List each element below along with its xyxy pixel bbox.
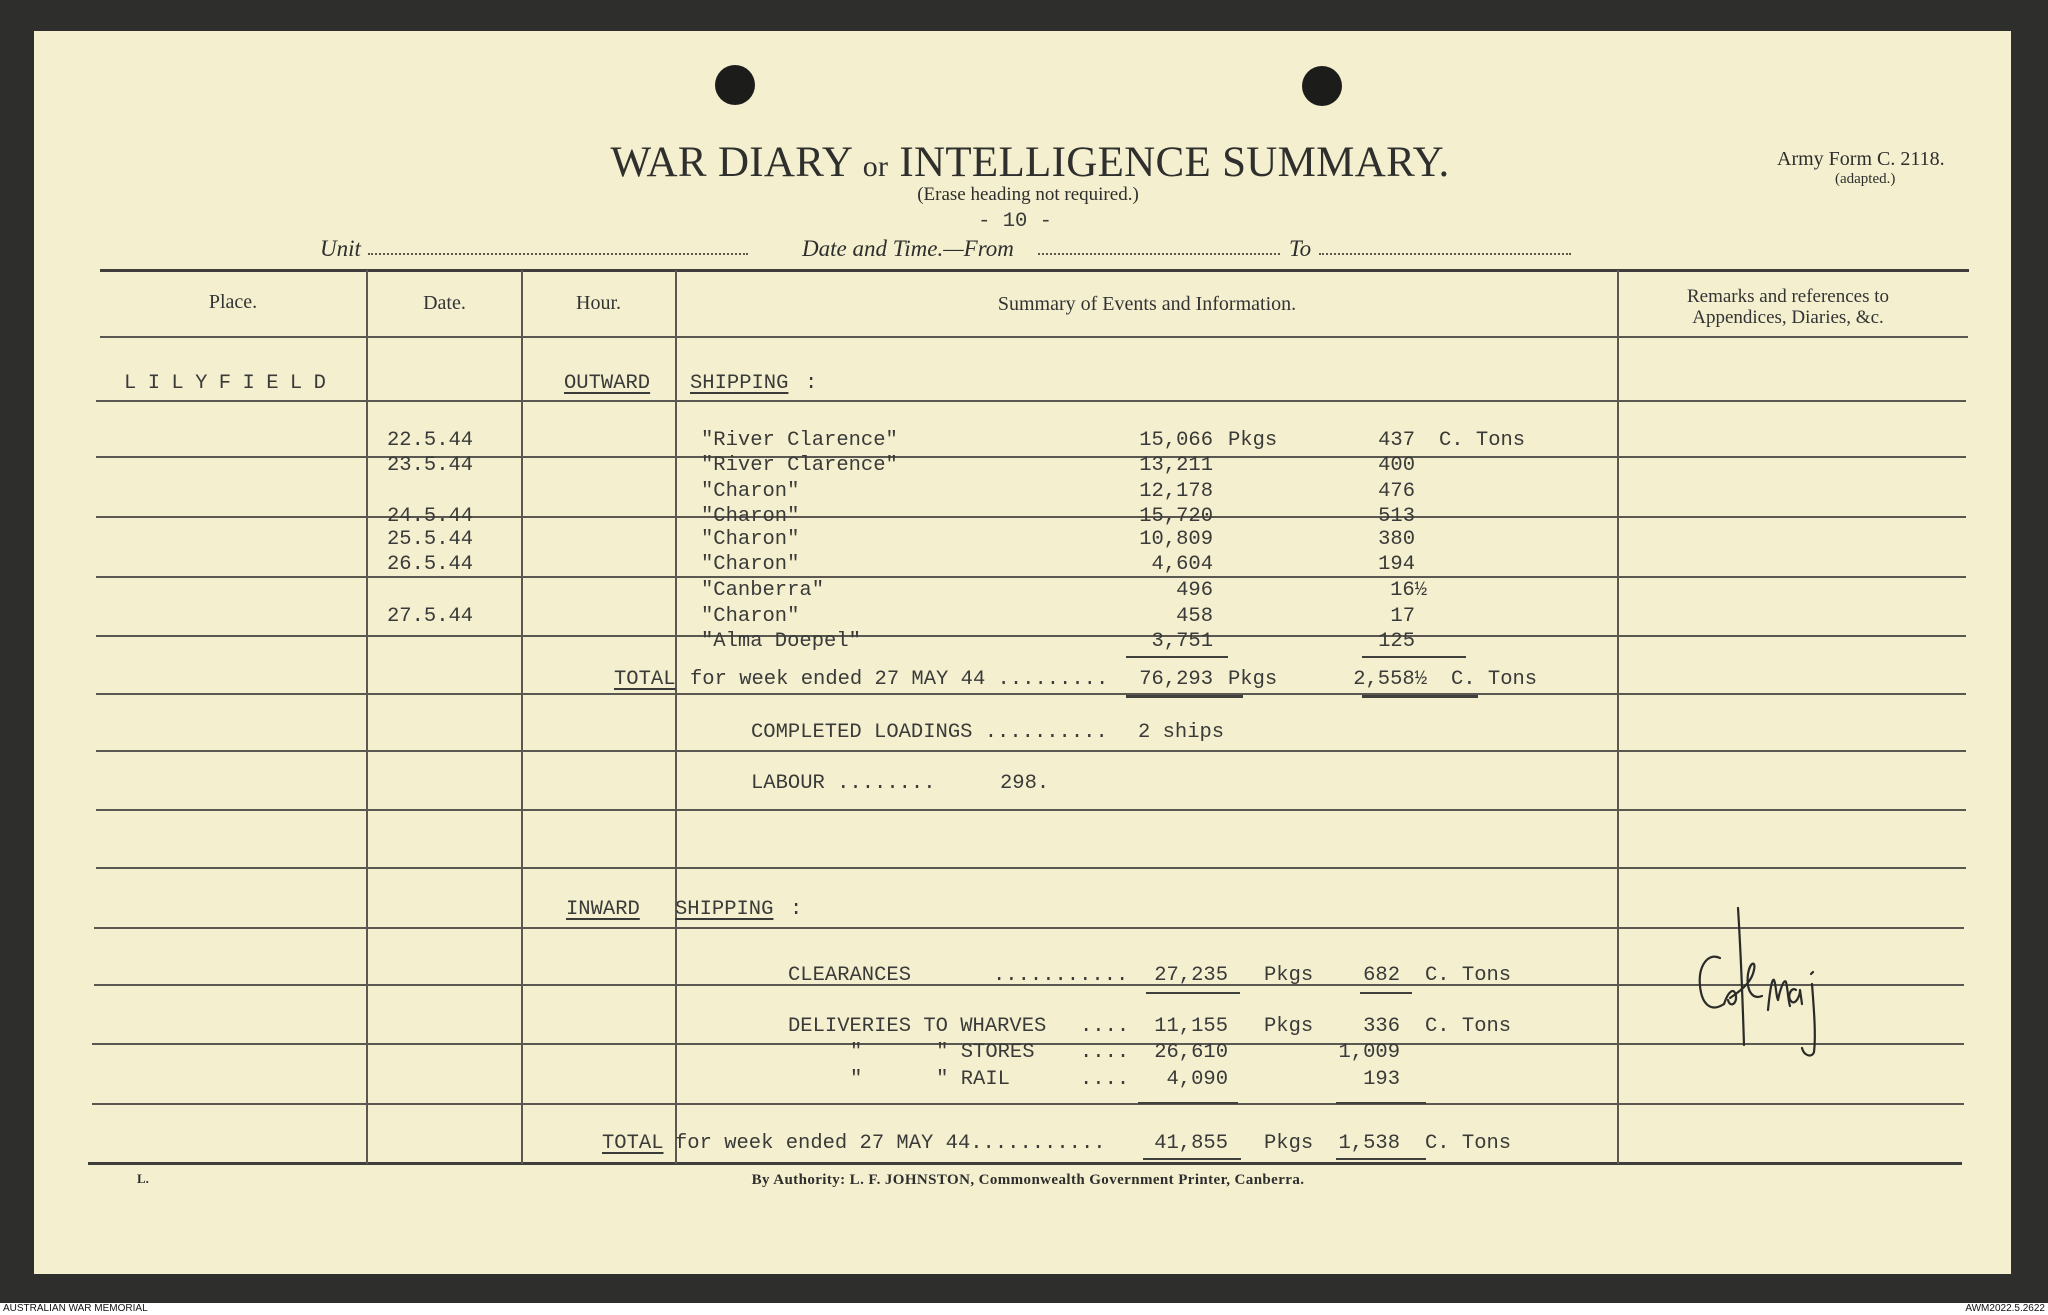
- inward-row-label: " " STORES: [850, 1041, 1035, 1064]
- outward-row-vessel: "Charon": [701, 553, 800, 576]
- ruled-line: [94, 927, 1964, 929]
- outward-row-tons: 437: [1378, 429, 1415, 452]
- inward-row-pkgs-unit: Pkgs: [1264, 1015, 1314, 1038]
- page-number: - 10 -: [978, 210, 1052, 233]
- ruled-line: [96, 809, 1966, 811]
- outward-row-tons: 16½: [1390, 579, 1427, 602]
- inward-heading-colon: :: [790, 898, 803, 921]
- inward-row-pkgs: 27,235: [1154, 964, 1228, 987]
- inward-row-pkgs: 11,155: [1154, 1015, 1228, 1038]
- outward-row-tons: 513: [1378, 505, 1415, 528]
- outward-row-tons: 400: [1378, 454, 1415, 477]
- header-bottom-rule: [100, 336, 1968, 338]
- inward-row-tons: 682: [1363, 964, 1400, 987]
- inward-total-pkgs-unit: Pkgs: [1264, 1132, 1314, 1155]
- column-divider-summary-remarks: [1617, 270, 1619, 1164]
- outward-row-vessel: "River Clarence": [701, 454, 898, 477]
- punch-hole-left: [715, 65, 755, 105]
- outward-row-vessel: "Charon": [701, 528, 800, 551]
- inward-total-word: TOTAL: [602, 1132, 664, 1155]
- inward-row-label: CLEARANCES: [788, 964, 912, 987]
- signature-stroke: [1789, 989, 1802, 1004]
- ruled-line: [96, 635, 1966, 637]
- inward-row-leader: ....: [1080, 1068, 1130, 1091]
- column-divider-place-date: [366, 270, 368, 1164]
- column-header-date: Date.: [423, 292, 466, 314]
- outward-row-date: 25.5.44: [387, 528, 474, 551]
- column-header-place: Place.: [208, 291, 258, 313]
- inward-row-label: DELIVERIES TO WHARVES: [788, 1015, 1047, 1038]
- outward-total-tons-unit: C. Tons: [1451, 668, 1538, 691]
- inward-row-leader: ....: [1080, 1015, 1130, 1038]
- inward-row-pkgs-unit: Pkgs: [1264, 964, 1314, 987]
- outward-heading: OUTWARD: [564, 372, 651, 395]
- column-header-remarks-line1: Remarks and references to: [1686, 286, 1890, 307]
- unit-label: Unit: [320, 236, 361, 261]
- place-name: LILYFIELD: [124, 372, 338, 395]
- ruled-line: [96, 516, 1966, 518]
- outward-shipping-heading: SHIPPING: [690, 372, 789, 395]
- outward-row-date: 24.5.44: [387, 505, 474, 528]
- underline: [1126, 695, 1243, 698]
- outward-row-tons-unit: C. Tons: [1439, 429, 1526, 452]
- outward-row-vessel: "Charon": [701, 605, 800, 628]
- outward-row-tons: 476: [1378, 480, 1415, 503]
- ruled-line: [96, 867, 1966, 869]
- form-code: L.: [137, 1171, 149, 1186]
- archive-strip: [0, 1303, 2048, 1315]
- outward-row-date: 23.5.44: [387, 454, 474, 477]
- outward-total-word: TOTAL: [614, 668, 676, 691]
- underline: [1336, 1102, 1426, 1104]
- underline: [1138, 1102, 1238, 1104]
- signature-stroke: [1768, 980, 1790, 1010]
- outward-row-vessel: "Canberra": [701, 579, 825, 602]
- to-field-leader: [1319, 252, 1571, 255]
- inward-row-tons: 193: [1363, 1068, 1400, 1091]
- signature-stroke: [1811, 972, 1813, 974]
- date-time-from-label: Date and Time.—From: [802, 236, 1014, 261]
- outward-row-pkgs: 15,720: [1139, 505, 1213, 528]
- outward-row-pkgs: 13,211: [1139, 454, 1213, 477]
- completed-loadings-label: COMPLETED LOADINGS ..........: [751, 721, 1108, 744]
- outward-row-tons: 194: [1378, 553, 1415, 576]
- signature-stroke: [1802, 984, 1815, 1055]
- outward-total-tons: 2,558½: [1353, 668, 1427, 691]
- ruled-line: [96, 576, 1966, 578]
- outward-total-label: for week ended 27 MAY 44 .........: [690, 668, 1109, 691]
- labour-label: LABOUR ........: [751, 772, 936, 795]
- ruled-line: [96, 693, 1966, 695]
- underline: [1336, 1158, 1426, 1160]
- outward-row-vessel: "Charon": [701, 480, 800, 503]
- outward-row-vessel: "River Clarence": [701, 429, 898, 452]
- printer-authority: By Authority: L. F. JOHNSTON, Commonwealth Government Printer, Canberra.: [751, 1172, 1305, 1188]
- signature: [1690, 900, 1840, 1065]
- signature-stroke: [1738, 908, 1744, 1045]
- column-header-remarks-line2: Appendices, Diaries, &c.: [1692, 307, 1884, 328]
- outward-total-pkgs: 76,293: [1139, 668, 1213, 691]
- outward-row-pkgs: 3,751: [1151, 630, 1213, 653]
- column-header-hour: Hour.: [576, 292, 621, 314]
- punch-hole-right: [1302, 66, 1342, 106]
- inward-row-leader: ...........: [993, 964, 1129, 987]
- outward-row-date: 22.5.44: [387, 429, 474, 452]
- table-top-border: [100, 269, 1969, 272]
- inward-row-label: " " RAIL: [850, 1068, 1010, 1091]
- army-form-number: Army Form C. 2118.: [1777, 148, 1945, 170]
- underline: [1126, 656, 1228, 658]
- underline: [1362, 695, 1478, 698]
- outward-row-vessel: "Alma Doepel": [701, 630, 861, 653]
- outward-row-date: 27.5.44: [387, 605, 474, 628]
- ruled-line: [96, 750, 1966, 752]
- outward-total-pkgs-unit: Pkgs: [1228, 668, 1278, 691]
- outward-heading-colon: :: [805, 372, 818, 395]
- inward-total-tons: 1,538: [1338, 1132, 1400, 1155]
- underline: [1362, 656, 1466, 658]
- underline: [1360, 992, 1412, 994]
- ruled-line: [96, 400, 1966, 402]
- title-war-diary: WAR DIARY: [610, 139, 852, 186]
- form-title: [530, 141, 1530, 184]
- column-header-summary: Summary of Events and Information.: [997, 293, 1297, 315]
- column-divider-hour-summary: [675, 270, 677, 1164]
- inward-row-tons: 336: [1363, 1015, 1400, 1038]
- outward-row-pkgs-unit: Pkgs: [1228, 429, 1278, 452]
- outward-row-pkgs: 15,066: [1139, 429, 1213, 452]
- outward-row-tons: 380: [1378, 528, 1415, 551]
- labour-value: 298.: [1000, 772, 1050, 795]
- outward-row-pkgs: 496: [1176, 579, 1213, 602]
- completed-loadings-value: 2 ships: [1138, 721, 1225, 744]
- archive-reference: AWM2022.5.2622: [1965, 1303, 2045, 1314]
- date-time-to-label: To: [1289, 236, 1312, 261]
- outward-row-pkgs: 458: [1176, 605, 1213, 628]
- inward-row-pkgs: 26,610: [1154, 1041, 1228, 1064]
- inward-row-tons-unit: C. Tons: [1425, 964, 1512, 987]
- outward-row-pkgs: 12,178: [1139, 480, 1213, 503]
- inward-heading: INWARD: [566, 898, 640, 921]
- inward-total-label: for week ended 27 MAY 44...........: [675, 1132, 1106, 1155]
- inward-total-tons-unit: C. Tons: [1425, 1132, 1512, 1155]
- outward-row-tons: 125: [1378, 630, 1415, 653]
- underline: [1143, 1158, 1241, 1160]
- unit-field-leader: [368, 252, 748, 255]
- ruled-line: [96, 456, 1966, 458]
- inward-row-tons: 1,009: [1338, 1041, 1400, 1064]
- inward-row-tons-unit: C. Tons: [1425, 1015, 1512, 1038]
- archive-institution: AUSTRALIAN WAR MEMORIAL: [3, 1303, 148, 1314]
- column-divider-date-hour: [521, 270, 523, 1164]
- signature-stroke: [1700, 957, 1724, 1008]
- outward-row-pkgs: 4,604: [1151, 553, 1213, 576]
- underline: [1146, 992, 1240, 994]
- inward-shipping-heading: SHIPPING: [675, 898, 774, 921]
- inward-total-pkgs: 41,855: [1154, 1132, 1228, 1155]
- title-intelligence-summary: INTELLIGENCE SUMMARY.: [899, 139, 1450, 186]
- from-field-leader: [1038, 252, 1280, 255]
- outward-row-pkgs: 10,809: [1139, 528, 1213, 551]
- outward-row-date: 26.5.44: [387, 553, 474, 576]
- inward-row-leader: ....: [1080, 1041, 1130, 1064]
- form-subtitle: (Erase heading not required.): [917, 184, 1139, 205]
- title-or: or: [862, 150, 889, 183]
- ruled-line: [92, 1103, 1964, 1105]
- outward-row-vessel: "Charon": [701, 505, 800, 528]
- table-bottom-border: [88, 1162, 1962, 1165]
- army-form-note: (adapted.): [1835, 171, 1896, 187]
- outward-row-tons: 17: [1390, 605, 1415, 628]
- inward-row-pkgs: 4,090: [1166, 1068, 1228, 1091]
